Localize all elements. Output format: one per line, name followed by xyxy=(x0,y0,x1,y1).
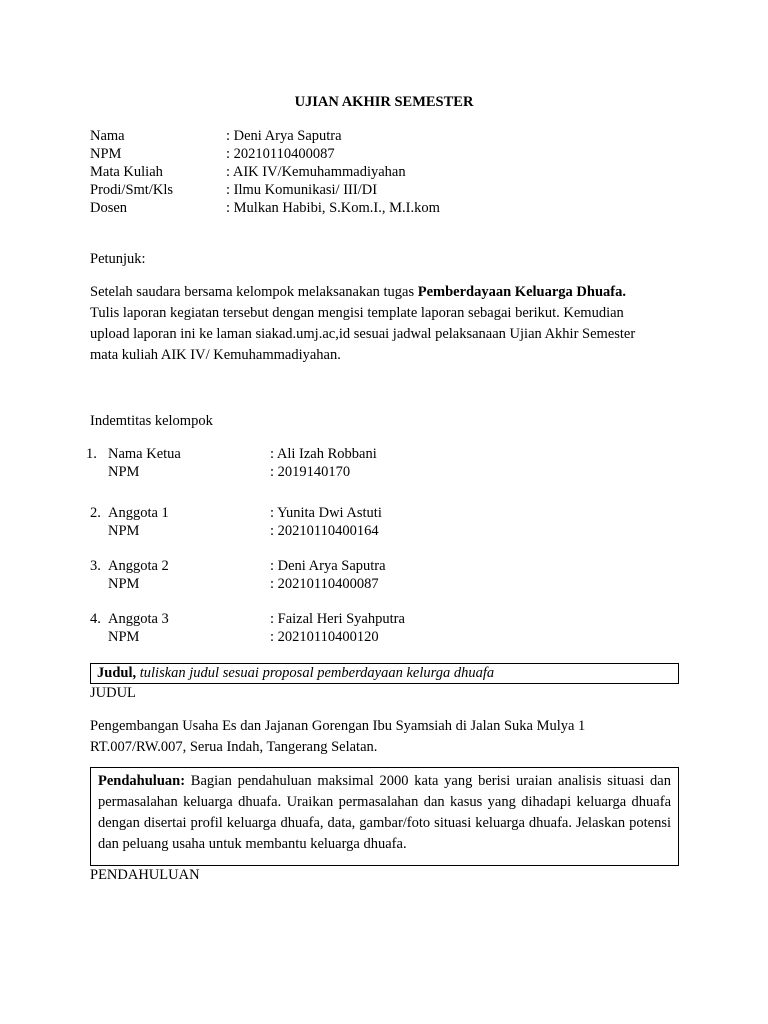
member-3-number: 3. xyxy=(90,558,101,574)
member-2-number: 2. xyxy=(90,505,101,521)
pendahuluan-box-bold: Pendahuluan: xyxy=(98,773,186,789)
member-2-role: Anggota 1 xyxy=(108,505,169,521)
member-4-number: 4. xyxy=(90,611,101,627)
member-3-name: : Deni Arya Saputra xyxy=(270,558,386,574)
member-2-npm-label: NPM xyxy=(108,523,140,539)
member-1-name: : Ali Izah Robbani xyxy=(270,446,377,462)
info-label-npm: NPM xyxy=(90,146,122,162)
member-4-npm: : 20210110400120 xyxy=(270,629,379,645)
info-label-dosen: Dosen xyxy=(90,200,128,216)
member-3-npm: : 20210110400087 xyxy=(270,576,379,592)
instructions-line-1-bold: Pemberdayaan Keluarga Dhuafa. xyxy=(417,284,626,300)
info-label-nama: Nama xyxy=(90,128,125,144)
judul-heading: JUDUL xyxy=(90,685,136,701)
page-title: UJIAN AKHIR SEMESTER xyxy=(294,94,474,110)
pendahuluan-heading: PENDAHULUAN xyxy=(90,867,200,883)
instructions-line-3: upload laporan ini ke laman siakad.umj.ac,id sesuai jadwal pelaksanaan Ujian Akhir Semester xyxy=(90,326,636,342)
info-label-prodi: Prodi/Smt/Kls xyxy=(90,182,173,198)
judul-box-italic: tuliskan judul sesuai proposal pemberdayaan kelurga dhuafa xyxy=(136,665,495,681)
info-value-prodi: : Ilmu Komunikasi/ III/DI xyxy=(226,182,378,198)
instructions-line-2: Tulis laporan kegiatan tersebut dengan mengisi template laporan sebagai berikut. Kemudian xyxy=(90,305,624,321)
member-4-name: : Faizal Heri Syahputra xyxy=(270,611,405,627)
member-3-role: Anggota 2 xyxy=(108,558,169,574)
member-1-npm: : 2019140170 xyxy=(270,464,351,480)
info-value-dosen: : Mulkan Habibi, S.Kom.I., M.I.kom xyxy=(226,200,440,216)
group-heading: Indemtitas kelompok xyxy=(90,413,213,429)
member-2-npm: : 20210110400164 xyxy=(270,523,379,539)
member-1-number: 1. xyxy=(86,446,97,462)
info-label-mata-kuliah: Mata Kuliah xyxy=(90,164,163,180)
member-3-npm-label: NPM xyxy=(108,576,140,592)
instructions-line-1-text: Setelah saudara bersama kelompok melaksanakan tugas xyxy=(90,284,418,300)
judul-instruction-box xyxy=(90,663,679,684)
instructions-heading: Petunjuk: xyxy=(90,251,146,267)
judul-line-2: RT.007/RW.007, Serua Indah, Tangerang Selatan. xyxy=(90,739,378,755)
pendahuluan-instruction-box xyxy=(90,767,679,866)
member-2-name: : Yunita Dwi Astuti xyxy=(270,505,382,521)
member-4-npm-label: NPM xyxy=(108,629,140,645)
member-1-npm-label: NPM xyxy=(108,464,140,480)
instructions-line-1 xyxy=(90,283,626,301)
info-value-mata-kuliah: : AIK IV/Kemuhammadiyahan xyxy=(226,164,406,180)
judul-box-bold: Judul, xyxy=(97,665,137,681)
member-1-role: Nama Ketua xyxy=(108,446,181,462)
info-value-nama: : Deni Arya Saputra xyxy=(226,128,342,144)
judul-line-1: Pengembangan Usaha Es dan Jajanan Gorengan Ibu Syamsiah di Jalan Suka Mulya 1 xyxy=(90,718,586,734)
member-4-role: Anggota 3 xyxy=(108,611,169,627)
pendahuluan-box-text: Bagian pendahuluan maksimal 2000 kata yang berisi uraian analisis situasi dan permasalahan keluarga dhuafa. Uraikan permasalahan dan kasus yang dihadapi keluarga dhuafa dengan disertai profil keluarga dhuafa, data, gambar/foto situasi keluarga dhuafa. Jelaskan potensi dan peluang usaha untuk membantu keluarga dhuafa. xyxy=(98,773,671,852)
info-value-npm: : 20210110400087 xyxy=(226,146,335,162)
instructions-line-4: mata kuliah AIK IV/ Kemuhammadiyahan. xyxy=(90,347,341,363)
